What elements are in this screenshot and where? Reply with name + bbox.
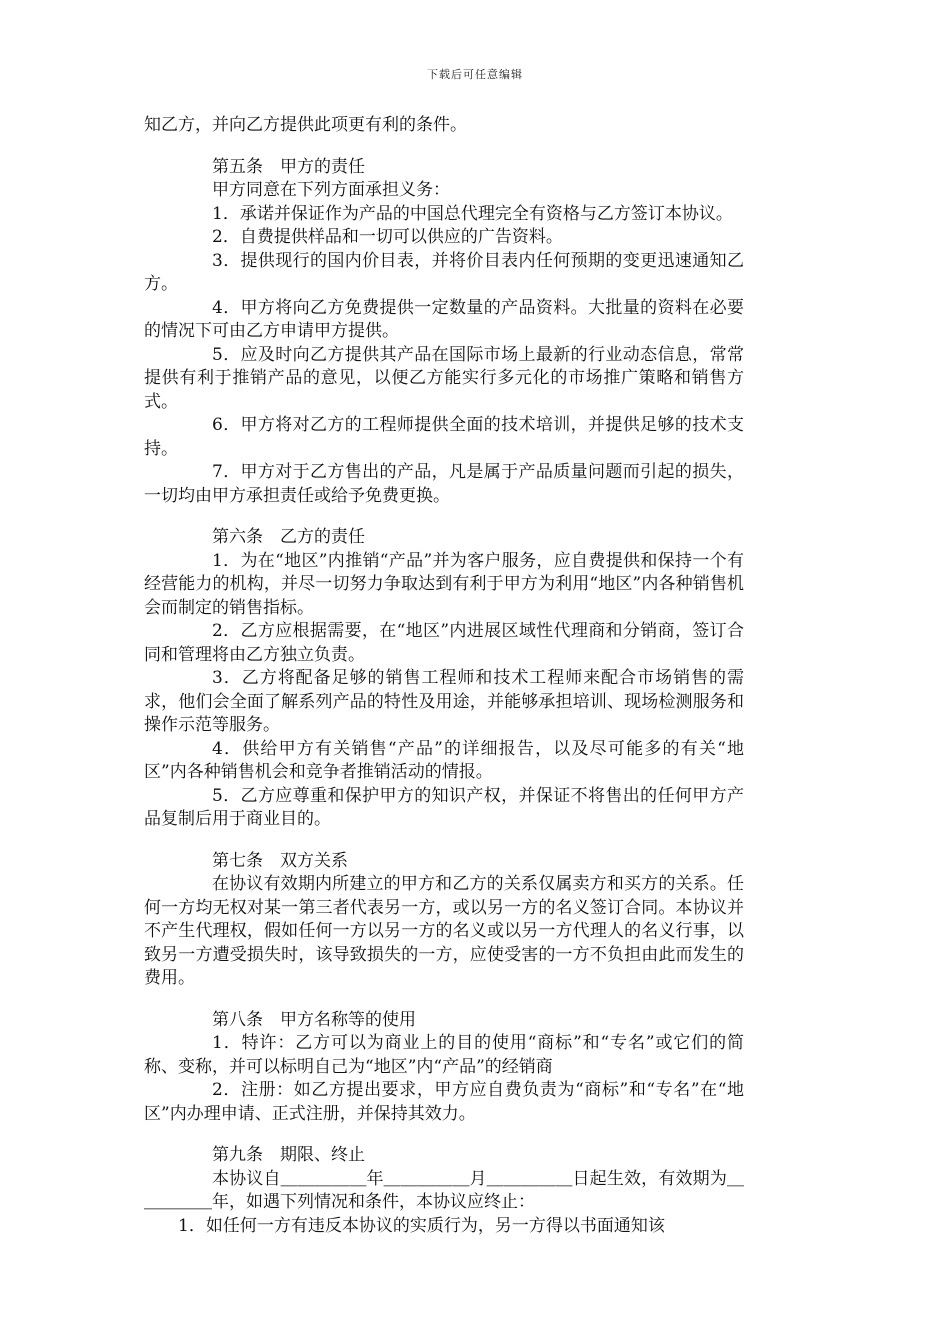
article9-body: 本协议自＿＿＿＿＿年＿＿＿＿＿月＿＿＿＿＿日起生效，有效期为＿＿＿＿＿年，如遇下列情况和条件，本协议应终止：	[144, 1168, 744, 1212]
article5-title: 第五条 甲方的责任	[212, 156, 365, 177]
article8-item-1: 1．特许：乙方可以为商业上的目的使用“商标”和“专名”或它们的简称、变称，并可以标明自己为“地区”内“产品”的经销商	[144, 1033, 744, 1077]
document-body	[144, 114, 744, 1238]
article5-item-6: 6．甲方将对乙方的工程师提供全面的技术培训，并提供足够的技术支持。	[144, 415, 744, 459]
article5-item-1: 1．承诺并保证作为产品的中国总代理完全有资格与乙方签订本协议。	[212, 203, 733, 224]
article9-item-1: 1．如任何一方有违反本协议的实质行为，另一方得以书面通知该	[178, 1215, 665, 1236]
article6-item-3: 3．乙方将配备足够的销售工程师和技术工程师来配合市场销售的需求，他们会全面了解系列产品的特性及用途，并能够承担培训、现场检测服务和操作示范等服务。	[144, 668, 744, 735]
article6-item-5: 5．乙方应尊重和保护甲方的知识产权，并保证不将售出的任何甲方产品复制后用于商业目的。	[144, 785, 744, 829]
page-header: 下载后可任意编辑	[427, 68, 523, 81]
article8-item-2: 2．注册：如乙方提出要求，甲方应自费负责为“商标”和“专名”在“地区”内办理申请、正式注册，并保持其效力。	[144, 1080, 744, 1124]
article6-item-2: 2．乙方应根据需要，在“地区”内进展区域性代理商和分销商，签订合同和管理将由乙方独立负责。	[144, 621, 744, 665]
intro-paragraph: 知乙方，并向乙方提供此项更有利的条件。	[144, 115, 467, 135]
article9-title: 第九条 期限、终止	[212, 1145, 365, 1165]
article5-item-4: 4．甲方将向乙方免费提供一定数量的产品资料。大批量的资料在必要的情况下可由乙方申请甲方提供。	[144, 297, 744, 341]
article5-item-3: 3．提供现行的国内价目表，并将价目表内任何预期的变更迅速通知乙方。	[144, 250, 744, 294]
article5-item-2: 2．自费提供样品和一切可以供应的广告资料。	[212, 227, 563, 247]
article5-lead: 甲方同意在下列方面承担义务：	[212, 180, 450, 200]
article7-title: 第七条 双方关系	[212, 850, 348, 871]
article6-item-1: 1．为在“地区”内推销“产品”并为客户服务，应自费提供和保持一个有经营能力的机构，并尽一切努力争取达到有利于甲方为利用“地区”内各种销售机会而制定的销售指标。	[144, 550, 744, 618]
article6-title: 第六条 乙方的责任	[212, 527, 365, 547]
article6-item-4: 4．供给甲方有关销售“产品”的详细报告，以及尽可能多的有关“地区”内各种销售机会和竞争者推销活动的情报。	[144, 738, 744, 782]
article8-title: 第八条 甲方名称等的使用	[212, 1009, 416, 1030]
article5-item-5: 5．应及时向乙方提供其产品在国际市场上最新的行业动态信息，常常提供有利于推销产品的意见，以便乙方能实行多元化的市场推广策略和销售方式。	[144, 344, 744, 412]
article5-item-7: 7．甲方对于乙方售出的产品，凡是属于产品质量问题而引起的损失，一切均由甲方承担责任或给予免费更换。	[144, 462, 744, 506]
article7-body: 在协议有效期内所建立的甲方和乙方的关系仅属卖方和买方的关系。任何一方均无权对某一第三者代表另一方，或以另一方的名义签订合同。本协议并不产生代理权，假如任何一方以另一方的名义或以另一方代理人的名义行事，以致另一方遭受损失时，该导致损失的一方，应使受害的一方不负担由此而发生的费用。	[144, 874, 744, 988]
